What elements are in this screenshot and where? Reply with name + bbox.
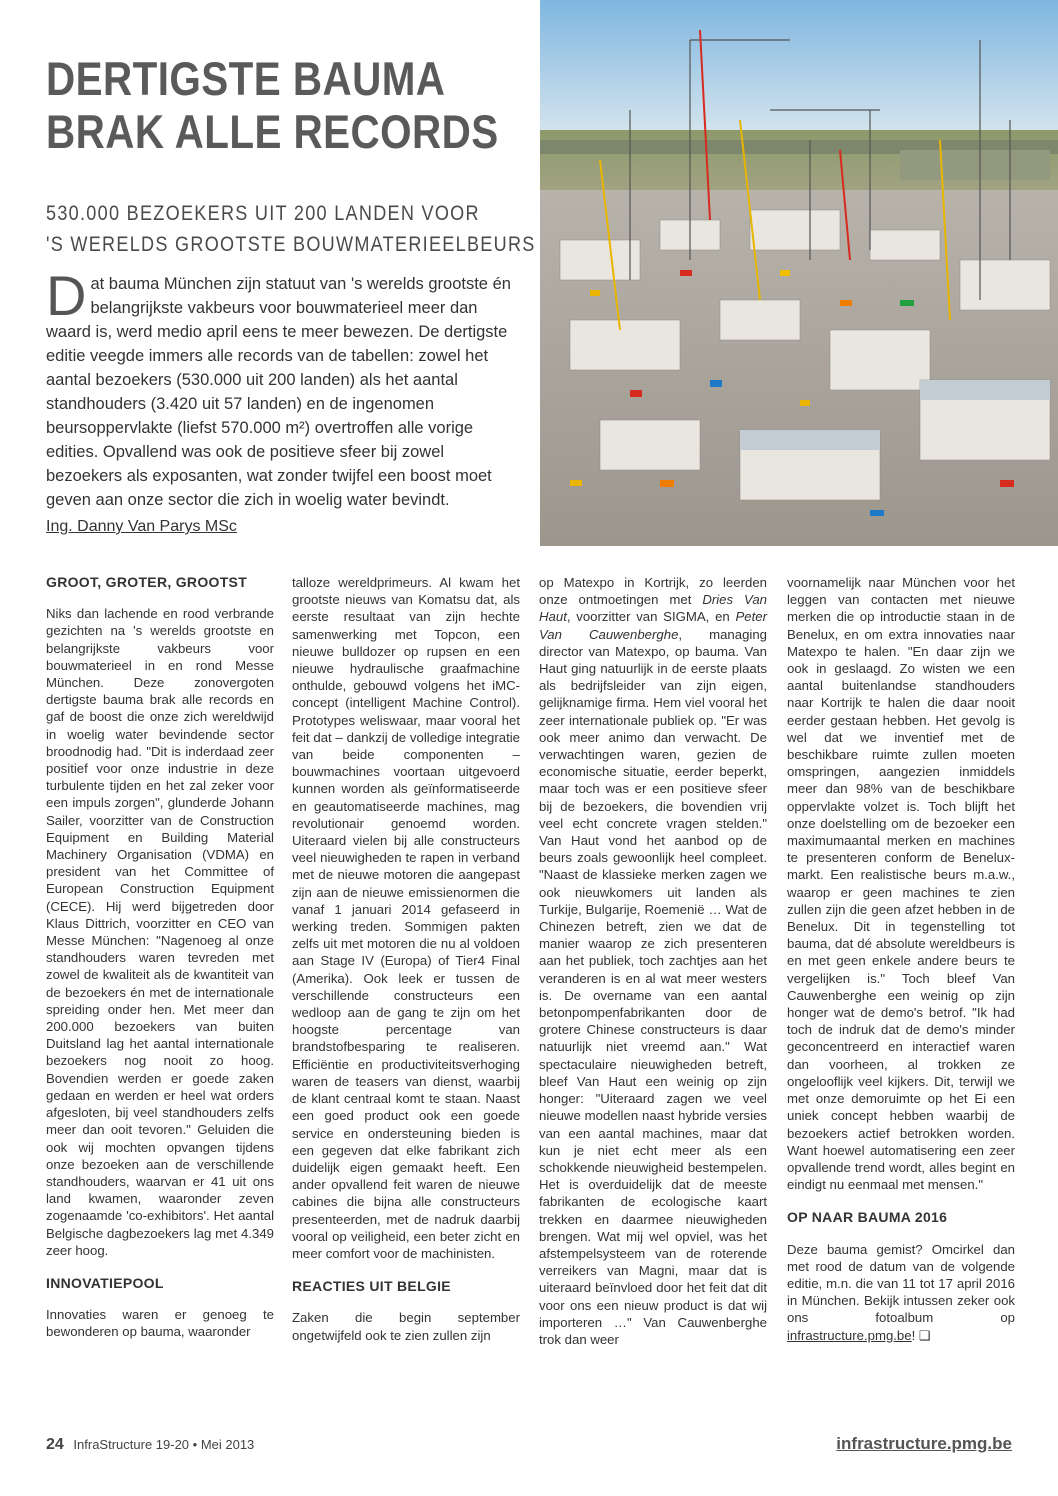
section-title-groot: GROOT, GROTER, GROOTST (46, 574, 248, 590)
subhead-line-1: 530.000 BEZOEKERS UIT 200 LANDEN VOOR (46, 202, 480, 225)
headline-line-2: BRAK ALLE RECORDS (46, 105, 499, 158)
article-intro (46, 264, 516, 512)
section-text-innovatiepool-a: Innovaties waren er genoeg te bewonderen op bauma, waaronder (46, 1307, 274, 1340)
article-headline (46, 52, 499, 158)
reacties-b-part-3: , managing director van Matexpo, op bauma. Van Haut ging natuurlijk in de eerste plaats als bedrijfsleider van zijn eigen, gelijknamige firma. Hem viel vooral het zeer internationale publiek op. "Er was ook meer animo dan verwacht. De verwachtingen waren, gezien de economische situatie, eerder beperkt, maar toch was er een positieve sfeer bij de bezoekers, die bovendien vrij veel echt concrete vragen stelden." Van Haut vond het aanbod op de beurs zoals gewoonlijk heel compleet. "Naast de klassieke merken zagen we ook nieuwkomers uit landen als Turkije, Bulgarije, Roemenië … Wat de Chinezen betreft, zien we dat de manier waarop ze zich presenteren aan het publiek, toch zachtjes aan het veranderen is en al wat meer westers is. De overname van een aantal betonpompenfabrikanten door de grotere Chinese constructeurs is daar natuurlijk niet vreemd aan." Wat spectaculaire nieuwigheden betreft, bleef Van Haut een weinig op zijn honger: "Uiteraard zagen we veel nieuwe modellen naast hybride versies van een aantal machines, maar dat kun je niet echt meer als een schokkende nieuwigheid bestempelen. Het is overduidelijk dat de meeste fabrikanten de ecologische kaart trekken en daarmee nieuwigheden brengen. Wat mij wel opviel, was het afstempelsysteem van de roterende verreikers van Magni, maar dat is uiteraard beïnvloed door het feit dat dit voor ons een nieuw product is dat wij importeren …" Van Cauwenberghe trok dan weer (539, 626, 767, 1347)
section-text-innovatiepool-b: talloze wereldprimeurs. Al kwam het grootste nieuws van Komatsu dat, als eerste resultaat van zijn hechte samenwerking met Topcon, een nieuwe bulldozer op rupsen en een nieuwe hydraulische graafmachine onthulde, gebouwd volgens het iMC-concept (intelligent Machine Control). Prototypes weliswaar, maar vooral het feit dat – dankzij de volledige integratie van beide componenten – bouwmachines voortaan uitgevoerd kunnen worden als geïnformatiseerde en geautomatiseerde machines, mag revolutionair genoemd worden. Uiteraard vielen bij alle constructeurs veel nieuwigheden te rapen in verband met de nieuwe motoren die aangepast zijn aan de nieuwe emissienormen die vanaf 1 januari 2014 gefaseerd in werking treden. Sommigen pakten zelfs uit met motoren die nu al voldoen aan Stage IV (Europa) of Tier4 Final (Amerika). Ook leek er tussen de verschillende constructeurs een wedloop aan de gang te zijn om het hoogste percentage van brandstofbesparing te realiseren. Efficiëntie en productiviteitsverhoging waren de teasers van dienst, waarbij de klant centraal komt te staan. Naast een goed product ook een goede service en ondersteuning bieden is een gegeven dat elke fabrikant zich duidelijk eigen gemaakt heeft. Een ander opvallend feit waren de nieuwe cabines die bijna alle constructeurs presenteerden, met de nadruk daarbij vooral op veiligheid, een beter zicht en meer comfort voor de machinisten. (292, 575, 520, 1261)
column-2 (292, 574, 520, 1344)
column-1 (46, 574, 274, 1341)
intro-dropcap: D (46, 264, 87, 327)
column-3 (539, 574, 767, 1348)
name-peter-van-cauwenberghe: Peter Van Cauwenberghe (539, 609, 767, 642)
footer-site-link[interactable]: infrastructure.pmg.be (836, 1434, 1012, 1453)
fotoalbum-link[interactable]: infrastructure.pmg.be (787, 1327, 912, 1343)
page-number: 24 (46, 1436, 64, 1453)
issue-info: InfraStructure 19-20 • Mei 2013 (73, 1437, 255, 1452)
article-subhead (46, 198, 536, 260)
section-text-groot: Niks dan lachende en rood verbrande gezichten na 's werelds grootste en belangrijkste vakbeurs voor bouwmaterieel in en rond Messe München. Deze zonovergoten dertigste bauma brak alle records en gaf de boost die onze zich wereldwijd in woelig water bevindende sector broodnodig had. "Dit is inderdaad zeer positief voor onze industrie in deze turbulente tijden en het zal zeker voor een impuls zorgen", glunderde Johann Sailer, voorzitter van de Construction Equipment en Building Material Machinery Organisation (VDMA) en president van het Committee of European Construction Equipment (CECE). Hij werd bijgetreden door Klaus Dittrich, voorzitter en CEO van Messe München: "Nagenoeg al onze standhouders waren tevreden met zowel de kwaliteit als de kwantiteit van de bezoekers én met de internationale spreiding onder hen. Met meer dan 200.000 bezoekers van buiten Duitsland lag het aantal internationale bezoekers nog nooit zo hoog. Bovendien werden er goede zaken gedaan en werden er heel wat orders afgesloten, bij veel standhouders zelfs meer dan ooit tevoren." Geluiden die ook wij mochten opvangen tijdens onze bezoeken aan de verschillende standhouders, waarvan er 41 uit ons land kwamen, waaronder zeven zogenaamde 'co-exhibitors'. Het aantal Belgische dagbezoekers lag met 4.349 zeer hoog. (46, 606, 274, 1258)
name-dries-van-haut: Dries Van Haut (539, 592, 767, 625)
section-text-reacties-c: voornamelijk naar München voor het leggen van contacten met nieuwe merken die op introductie staan in de Benelux, en om extra innovaties naar Matexpo te halen. "En daar zijn we ook in geslaagd. Zo wisten we een aantal buitenlandse standhouders naar Kortrijk te halen die daar nooit eerder gestaan hebben. Het gevolg is wel dat we inventief met de beschikbare ruimte zullen moeten omspringen, aangezien inmiddels meer dan 98% van de beschikbare oppervlakte volzet is. Toch blijft het onze doelstelling om de bezoeker een maximumaantal merken en machines te presenteren conform de Benelux-markt. Een realistische beurs m.a.w., waarop er geen machines te zien zullen zijn die geen afzet hebben in de Benelux. Dit in tegenstelling tot bauma, dat dé absolute wereldbeurs is en met geen enkele andere beurs te vergelijken is." Toch bleef Van Cauwenberghe een weinig op zijn honger wat de demo's betrof. "Ik had toch de indruk dat de demo's minder geconcentreerd en interactief waren dan voorheen, al trokken ze ongelooflijk veel kijkers. Dit, terwijl we met onze demoruimte op het Ei een uniek concept hebben waarbij de bezoekers actief betrokken worden. Want hoewel automatisering een zeer opvallende trend wordt, alles begint en eindigt nu eenmaal met mensen." (787, 575, 1015, 1193)
section-text-reacties-a: Zaken die begin september ongetwijfeld ook te zien zullen zijn (292, 1310, 520, 1343)
section-text-reacties-b (539, 574, 767, 1348)
bauma-aerial-photo (540, 0, 1058, 546)
reacties-b-part-2: , voorzitter van SIGMA, en (566, 609, 736, 625)
footer-left (46, 1436, 254, 1454)
article-author: Ing. Danny Van Parys MSc (46, 518, 237, 535)
reacties-b-part-1: op Matexpo in Kortrijk, zo leerden onze ontmoetingen met (539, 575, 767, 608)
column-4 (787, 574, 1015, 1344)
section-text-bauma-2016 (787, 1241, 1015, 1344)
intro-text: at bauma München zijn statuut van 's werelds grootste én belangrijkste vakbeurs voor bouwmaterieel meer dan waard is, werd medio april eens te meer bewezen. De dertigste editie veegde immers alle records van de tabellen: zowel het aantal bezoekers (530.000 uit 200 landen) als het aantal standhouders (3.420 uit 57 landen) en de ingenomen beursoppervlakte (liefst 570.000 m²) overtroffen alle vorige edities. Opvallend was ook de positieve sfeer bij zowel bezoekers als exposanten, wat zonder twijfel een boost moet geven aan onze sector die zich in woelig water bevindt. (46, 275, 511, 509)
section-title-innovatiepool: INNOVATIEPOOL (46, 1274, 164, 1291)
headline-line-1: DERTIGSTE BAUMA (46, 52, 446, 105)
bauma-2016-end: ! ❑ (911, 1327, 931, 1343)
subhead-line-2: 'S WERELDS GROOTSTE BOUWMATERIEELBEURS (46, 233, 536, 256)
section-title-bauma-2016: OP NAAR BAUMA 2016 (787, 1209, 948, 1226)
bauma-2016-text: Deze bauma gemist? Omcirkel dan met rood de datum van de volgende editie, m.n. die van 11 tot 17 april 2016 in München. Bekijk intussen zeker ook ons fotoalbum op (787, 1241, 1015, 1326)
section-title-reacties: REACTIES UIT BELGIE (292, 1278, 451, 1295)
